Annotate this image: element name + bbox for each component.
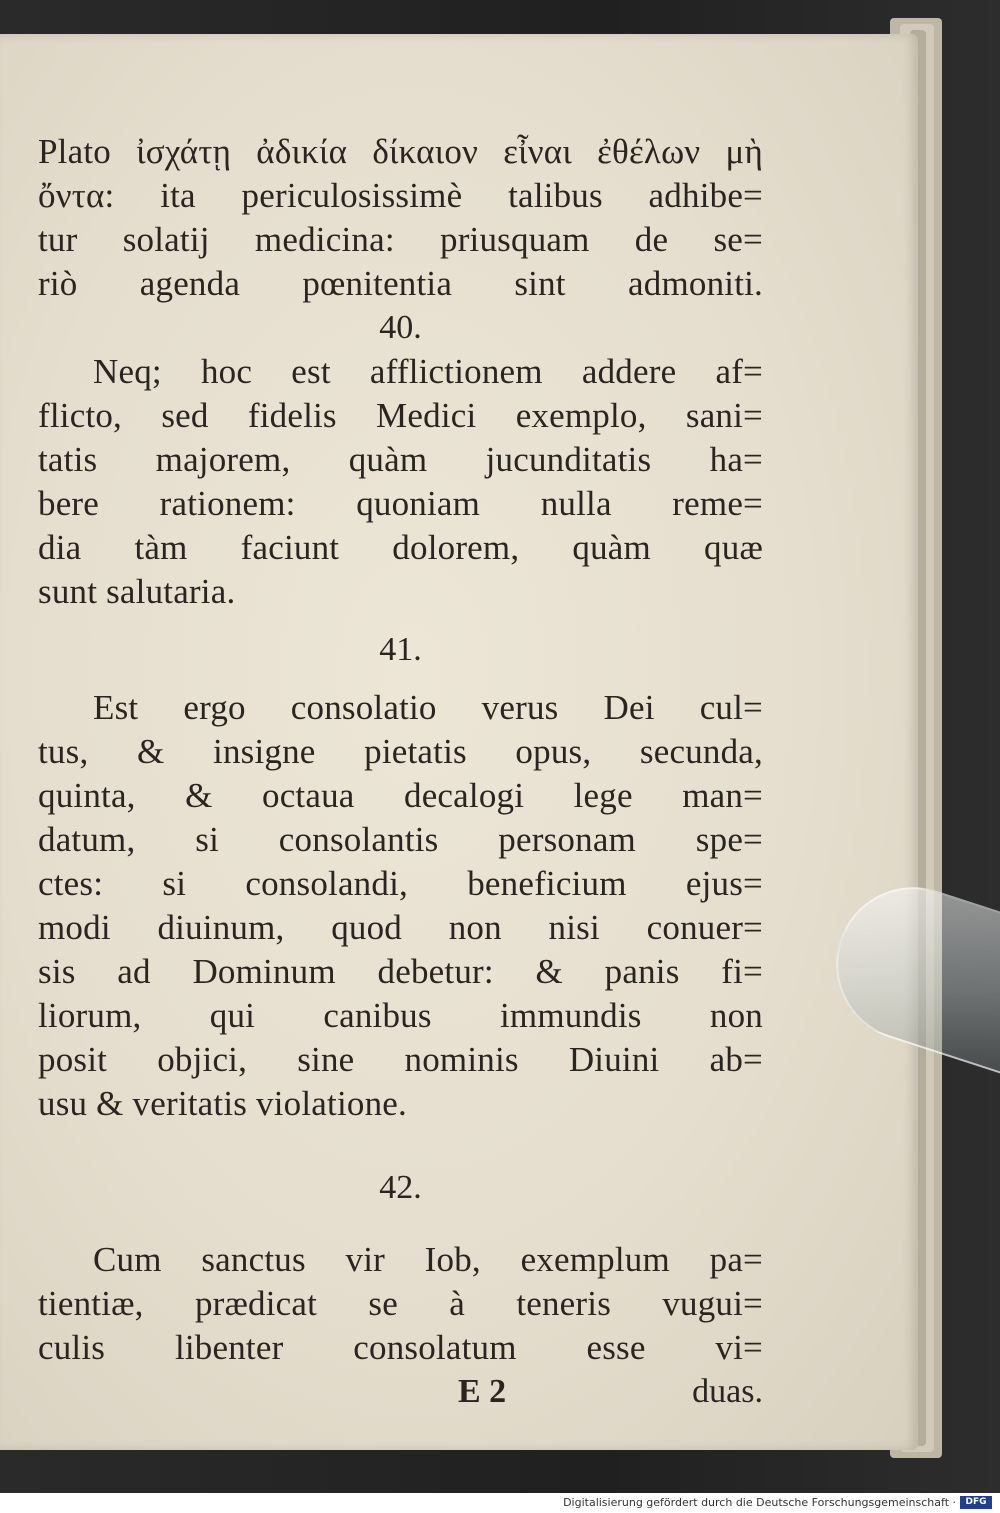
text-line: flicto, sed fidelis Medici exemplo, sani= (38, 396, 763, 435)
text-line: Est ergo consolatio verus Dei cul= (93, 688, 763, 727)
text-line: dia tàm faciunt dolorem, quàm quæ (38, 528, 763, 567)
text-line: modi diuinum, quod non nisi conuer= (38, 908, 763, 947)
text-line: usu & veritatis violatione. (38, 1084, 407, 1123)
text-line: tatis majorem, quàm jucunditatis ha= (38, 440, 763, 479)
text-line: ὄντα: ita periculosissimè talibus adhibe= (38, 176, 763, 215)
page-footer-line (38, 1370, 763, 1414)
text-line: datum, si consolantis personam spe= (38, 820, 763, 859)
text-line: bere rationem: quoniam nulla reme= (38, 484, 763, 523)
text-line: tus, & insigne pietatis opus, secunda, (38, 732, 763, 771)
text-line: tientiæ, prædicat se à teneris vugui= (38, 1284, 763, 1323)
text-line: Cum sanctus vir Iob, exemplum pa= (93, 1240, 763, 1279)
signature-mark: E 2 (458, 1373, 507, 1410)
section-number: 41. (379, 631, 422, 668)
section-number: 42. (379, 1169, 422, 1206)
text-line: Neq; hoc est afflictionem addere af= (93, 352, 763, 391)
text-line: quinta, & octaua decalogi lege man= (38, 776, 763, 815)
dfg-logo: DFG (960, 1496, 992, 1509)
funding-notice: Digitalisierung gefördert durch die Deutsche Forschungsgemeinschaft · (563, 1496, 956, 1509)
text-line: posit objici, sine nominis Diuini ab= (38, 1040, 763, 1079)
text-line: culis libenter consolatum esse vi= (38, 1328, 763, 1367)
footer-bar (0, 1493, 1000, 1513)
text-line: sunt salutaria. (38, 572, 236, 611)
section-number: 40. (379, 309, 422, 346)
text-line: sis ad Dominum debetur: & panis fi= (38, 952, 763, 991)
text-line: liorum, qui canibus immundis non (38, 996, 763, 1035)
book-page (0, 34, 918, 1450)
text-line: tur solatij medicina: priusquam de se= (38, 220, 763, 259)
catchword: duas. (692, 1373, 763, 1410)
text-line: Plato ἰσχάτῃ ἀδικία δίκαιον εἶναι ἐθέλων μὴ (38, 132, 763, 171)
page-text (38, 130, 763, 1414)
text-line: ctes: si consolandi, beneficium ejus= (38, 864, 763, 903)
text-line: riò agenda pœnitentia sint admoniti. (38, 264, 763, 303)
